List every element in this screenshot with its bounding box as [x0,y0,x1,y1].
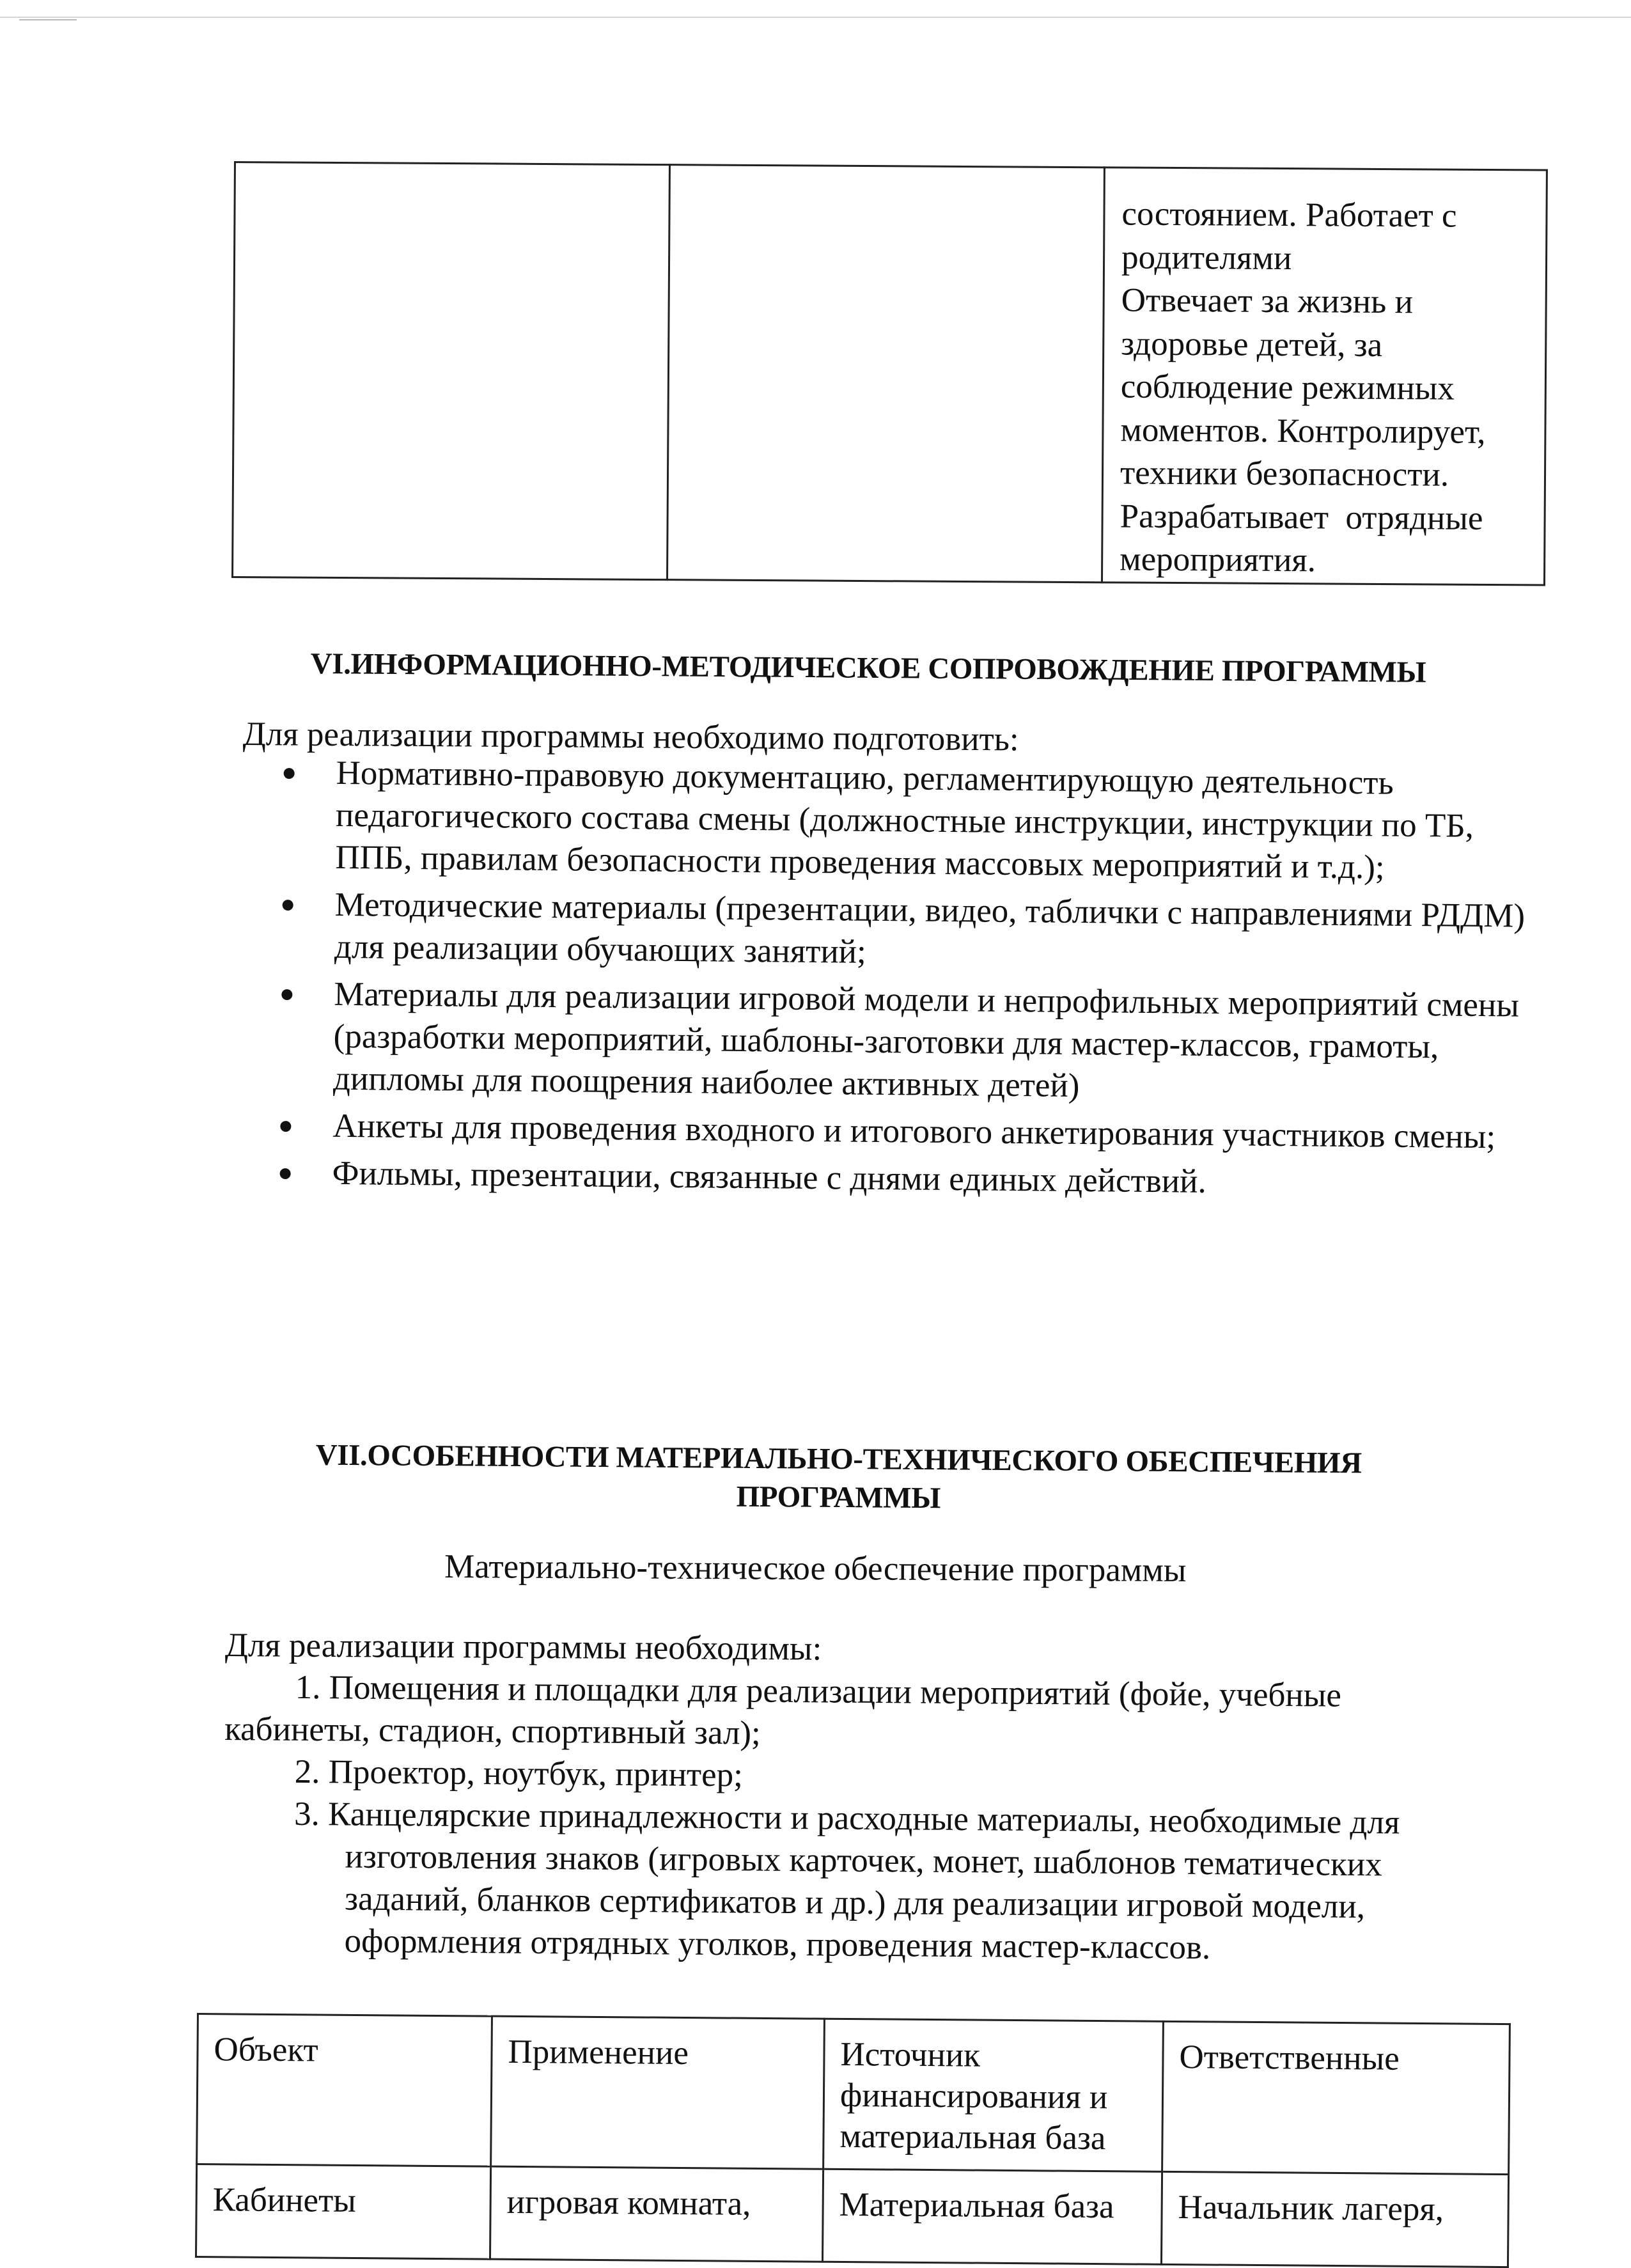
table-header-cell: Ответственные [1162,2021,1510,2174]
duty-line: моментов. Контролирует, [1120,411,1486,451]
list-item-text: Проектор, ноутбук, принтер; [328,1753,744,1794]
section-7-subtitle: Материально-техническое обеспечение программы [444,1547,1187,1590]
list-item-text: Анкеты для проведения входного и итогового анкетирования участников смены; [332,1107,1496,1156]
table-cell: Кабинеты [196,2164,491,2260]
list-item-text: Фильмы, презентации, связанные с днями единых действий. [332,1154,1207,1200]
table-cell-empty-1 [233,162,670,580]
duty-line: техники безопасности. [1120,454,1449,494]
list-item-text: Материалы для реализации игровой модели и непрофильных мероприятий смены (разработки мероприятий, шаблоны-заготовки для мастер-классов, грамоты, дипломы для поощрения наиболее активных детей) [332,975,1520,1105]
section-7-title-line1: VII.ОСОБЕННОСТИ МАТЕРИАЛЬНО-ТЕХНИЧЕСКОГО ОБЕСПЕЧЕНИЯ [315,1438,1362,1480]
section-7-title-line2: ПРОГРАММЫ [736,1480,941,1515]
section-7-title [269,1435,1408,1521]
bullet-icon [280,1168,291,1179]
bullet-icon [284,768,295,779]
table-cell: Материальная база [822,2169,1162,2264]
table-header-cell: Источник финансирования и материальная база [823,2019,1164,2171]
list-item [277,1152,1531,1206]
duty-line: состоянием. Работает с [1121,195,1457,235]
section-6-title: VI.ИНФОРМАЦИОННО-МЕТОДИЧЕСКОЕ СОПРОВОЖДЕНИЕ ПРОГРАММЫ [310,646,1426,689]
table-cell: игровая комната, [490,2166,823,2262]
section-7-numbered-list [222,1666,1472,1971]
duty-line: мероприятия. [1120,540,1316,579]
list-item [224,1666,1472,1760]
table-cell-empty-2 [667,165,1105,583]
bullet-icon [283,900,293,911]
section-7-intro: Для реализации программы необходимы: [224,1627,822,1668]
list-item [277,1104,1531,1159]
table-header-cell: Объект [197,2014,492,2167]
list-item-number: 3. [293,1795,320,1833]
material-base-table [195,2013,1511,2268]
duty-line: Отвечает за жизнь и [1121,281,1414,321]
list-item-text: Нормативно-правовую документацию, регламентирующую деятельность педагогического состава смены (должностные инструкции, инструкции по ТБ, ППБ, правилам безопасности проведения массовых мероприятий и т.д.); [335,754,1474,886]
duty-line: родителями [1121,238,1292,277]
section-6-intro: Для реализации программы необходимо подготовить: [242,715,1019,758]
list-item-text: Помещения и площадки для реализации мероприятий (фойе, учебные кабинеты, стадион, спортивный зал); [224,1669,1342,1752]
scan-edge-mark [19,19,77,20]
scan-edge-line [0,17,1631,18]
table-row [196,2164,1509,2267]
list-item [280,751,1534,890]
table-cell-duties [1102,168,1547,585]
table-header-cell: Применение [491,2016,825,2169]
list-item [278,973,1533,1111]
duty-line: здоровье детей, за [1121,324,1383,364]
bullet-icon [280,1121,291,1132]
bullet-icon [281,989,292,1000]
duty-line: Разрабатывает отрядные [1120,497,1483,537]
list-item [279,883,1533,980]
section-6-bullet-list [277,751,1534,1211]
duty-line: соблюдение режимных [1120,368,1455,407]
table-cell: Начальник лагеря, [1161,2171,1508,2267]
list-item-number: 2. [294,1753,320,1791]
table-header-row [197,2014,1510,2175]
list-item-text: Методические материалы (презентации, видео, таблички с направлениями РДДМ) для реализации обучающих занятий; [334,886,1526,971]
responsibilities-table-continuation [231,161,1548,586]
list-item-text: Канцелярские принадлежности и расходные материалы, необходимые для изготовления знаков (игровых карточек, монет, шаблонов тематических заданий, бланков сертификатов и др.) для реализации игровой модели, оформления отрядных уголков, проведения мастер-классов. [327,1795,1400,1967]
list-item [222,1792,1471,1971]
list-item-number: 1. [295,1668,321,1707]
